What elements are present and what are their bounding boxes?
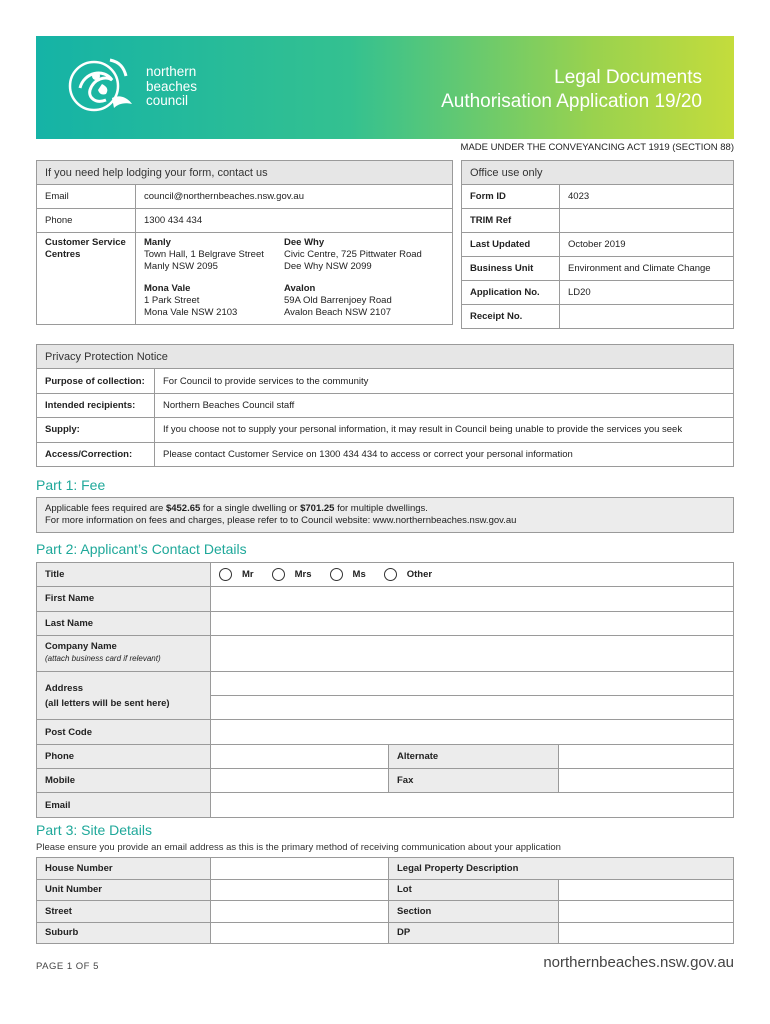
footer-url[interactable]: northernbeaches.nsw.gov.au [543,954,734,971]
privacy-value: For Council to provide services to the community [155,369,734,393]
fee-info-box [36,497,734,533]
office-label: Last Updated [462,233,560,257]
lot-field[interactable] [559,879,734,901]
phone-field[interactable] [211,744,389,768]
title-label: Title [37,563,211,587]
email-value[interactable]: council@northernbeaches.nsw.gov.au [136,185,453,209]
centres-list [136,233,453,325]
radio-icon[interactable] [272,568,285,581]
email-field[interactable] [211,793,734,817]
site-label: Unit Number [37,879,211,901]
phone-label: Phone [37,744,211,768]
site-details-table [36,857,734,944]
address-field-line1[interactable] [211,671,734,695]
mobile-field[interactable] [211,769,389,793]
centre-line2: Mona Vale NSW 2103 [144,307,238,318]
document-title-line-1: Legal Documents [554,67,702,88]
title-option-mr[interactable] [219,568,254,581]
fee-mid: for a single dwelling or [202,503,298,514]
title-options [211,563,734,587]
first-name-field[interactable] [211,587,734,611]
fee-more-info: For more information on fees and charges, please refer to to Council website: www.northernbeaches.nsw.gov.au [45,515,517,526]
radio-label: Mrs [294,569,312,581]
post-code-label: Post Code [37,720,211,744]
contact-details-table [36,562,734,818]
council-name-line-3: council [146,93,189,108]
site-label: House Number [37,858,211,880]
header-banner [36,36,734,139]
radio-label: Ms [352,569,366,581]
site-label: Suburb [37,922,211,944]
phone-label: Phone [37,209,136,233]
office-value: Environment and Climate Change [560,257,734,281]
office-label: Business Unit [462,257,560,281]
fee-prefix: Applicable fees required are [45,503,164,514]
alternate-label: Alternate [389,744,559,768]
centre-dee-why [284,237,444,273]
privacy-label: Purpose of collection: [37,369,155,393]
radio-label: Other [406,569,433,581]
office-label: TRIM Ref [462,209,560,233]
office-label: Application No. [462,281,560,305]
radio-icon[interactable] [384,568,397,581]
council-name [146,65,197,109]
help-header: If you need help lodging your form, contact us [37,161,453,185]
phone-value[interactable]: 1300 434 434 [136,209,453,233]
help-contact-table [36,160,453,325]
fee-line [45,503,725,515]
email-label: Email [37,185,136,209]
suburb-field[interactable] [211,922,389,944]
post-code-field[interactable] [211,720,734,744]
centre-avalon [284,283,444,319]
fee-suffix: for multiple dwellings. [337,503,428,514]
fee-single: $452.65 [165,503,201,514]
council-name-line-1: northern [146,64,197,79]
address-field-line2[interactable] [211,696,734,720]
centre-name: Mona Vale [144,283,191,294]
office-header: Office use only [462,161,734,185]
radio-icon[interactable] [219,568,232,581]
privacy-value: Please contact Customer Service on 1300 434 434 to access or correct your personal information [155,442,734,466]
privacy-label: Supply: [37,418,155,442]
unit-number-field[interactable] [211,879,389,901]
privacy-notice-table [36,344,734,467]
centre-line1: Town Hall, 1 Belgrave Street [144,249,264,260]
council-logo-icon [66,54,136,118]
site-note: Please ensure you provide an email address as this is the primary method of receiving communication about your application [36,842,561,853]
centre-name: Dee Why [284,237,325,248]
last-name-label: Last Name [37,611,211,635]
privacy-label: Intended recipients: [37,393,155,417]
centre-line2: Manly NSW 2095 [144,261,218,272]
part1-title: Part 1: Fee [36,477,106,493]
office-value [560,305,734,329]
last-name-field[interactable] [211,611,734,635]
centre-manly [144,237,284,273]
document-title [441,66,702,114]
dp-field[interactable] [559,922,734,944]
company-label-text: Company Name [45,641,117,653]
centre-name: Avalon [284,283,316,294]
dp-label: DP [389,922,559,944]
privacy-label: Access/Correction: [37,442,155,466]
address-label-text: Address [45,682,84,694]
fax-field[interactable] [559,769,734,793]
centres-label: Customer Service Centres [37,233,136,325]
title-option-mrs[interactable] [272,568,312,581]
address-label [37,671,211,720]
page-number: PAGE 1 OF 5 [36,961,99,972]
radio-icon[interactable] [330,568,343,581]
address-note: (all letters will be sent here) [45,697,170,709]
centre-line1: 59A Old Barrenjoey Road [284,295,392,306]
part2-title: Part 2: Applicant’s Contact Details [36,541,247,557]
centre-line2: Avalon Beach NSW 2107 [284,307,392,318]
email-label: Email [37,793,211,817]
office-use-table [461,160,734,329]
centre-mona-vale [144,283,284,319]
office-value: October 2019 [560,233,734,257]
office-label: Form ID [462,185,560,209]
site-label: Street [37,901,211,923]
document-title-line-2: Authorisation Application 19/20 [441,91,702,112]
office-label: Receipt No. [462,305,560,329]
section-label: Section [389,901,559,923]
fax-label: Fax [389,769,559,793]
council-name-line-2: beaches [146,78,198,94]
legislation-note: MADE UNDER THE CONVEYANCING ACT 1919 (SECTION 88) [460,142,734,153]
centre-line2: Dee Why NSW 2099 [284,261,372,272]
privacy-value: If you choose not to supply your personal information, it may result in Council being unable to provide the services you seek [155,418,734,442]
company-name-label [37,635,211,671]
street-field[interactable] [211,901,389,923]
office-value: LD20 [560,281,734,305]
privacy-value: Northern Beaches Council staff [155,393,734,417]
company-note: (attach business card if relevant) [45,654,161,664]
centre-line1: Civic Centre, 725 Pittwater Road [284,249,422,260]
alternate-field[interactable] [559,744,734,768]
first-name-label: First Name [37,587,211,611]
lot-label: Lot [389,879,559,901]
legal-desc-header: Legal Property Description [389,858,734,880]
privacy-header: Privacy Protection Notice [37,345,734,369]
title-option-ms[interactable] [330,568,366,581]
office-value: 4023 [560,185,734,209]
house-number-field[interactable] [211,858,389,880]
office-value [560,209,734,233]
mobile-label: Mobile [37,769,211,793]
fee-multi: $701.25 [300,503,335,514]
centre-line1: 1 Park Street [144,295,200,306]
company-name-field[interactable] [211,635,734,671]
part3-title: Part 3: Site Details [36,822,152,838]
centre-name: Manly [144,237,171,248]
radio-label: Mr [242,569,254,581]
section-field[interactable] [559,901,734,923]
title-option-other[interactable] [384,568,432,581]
